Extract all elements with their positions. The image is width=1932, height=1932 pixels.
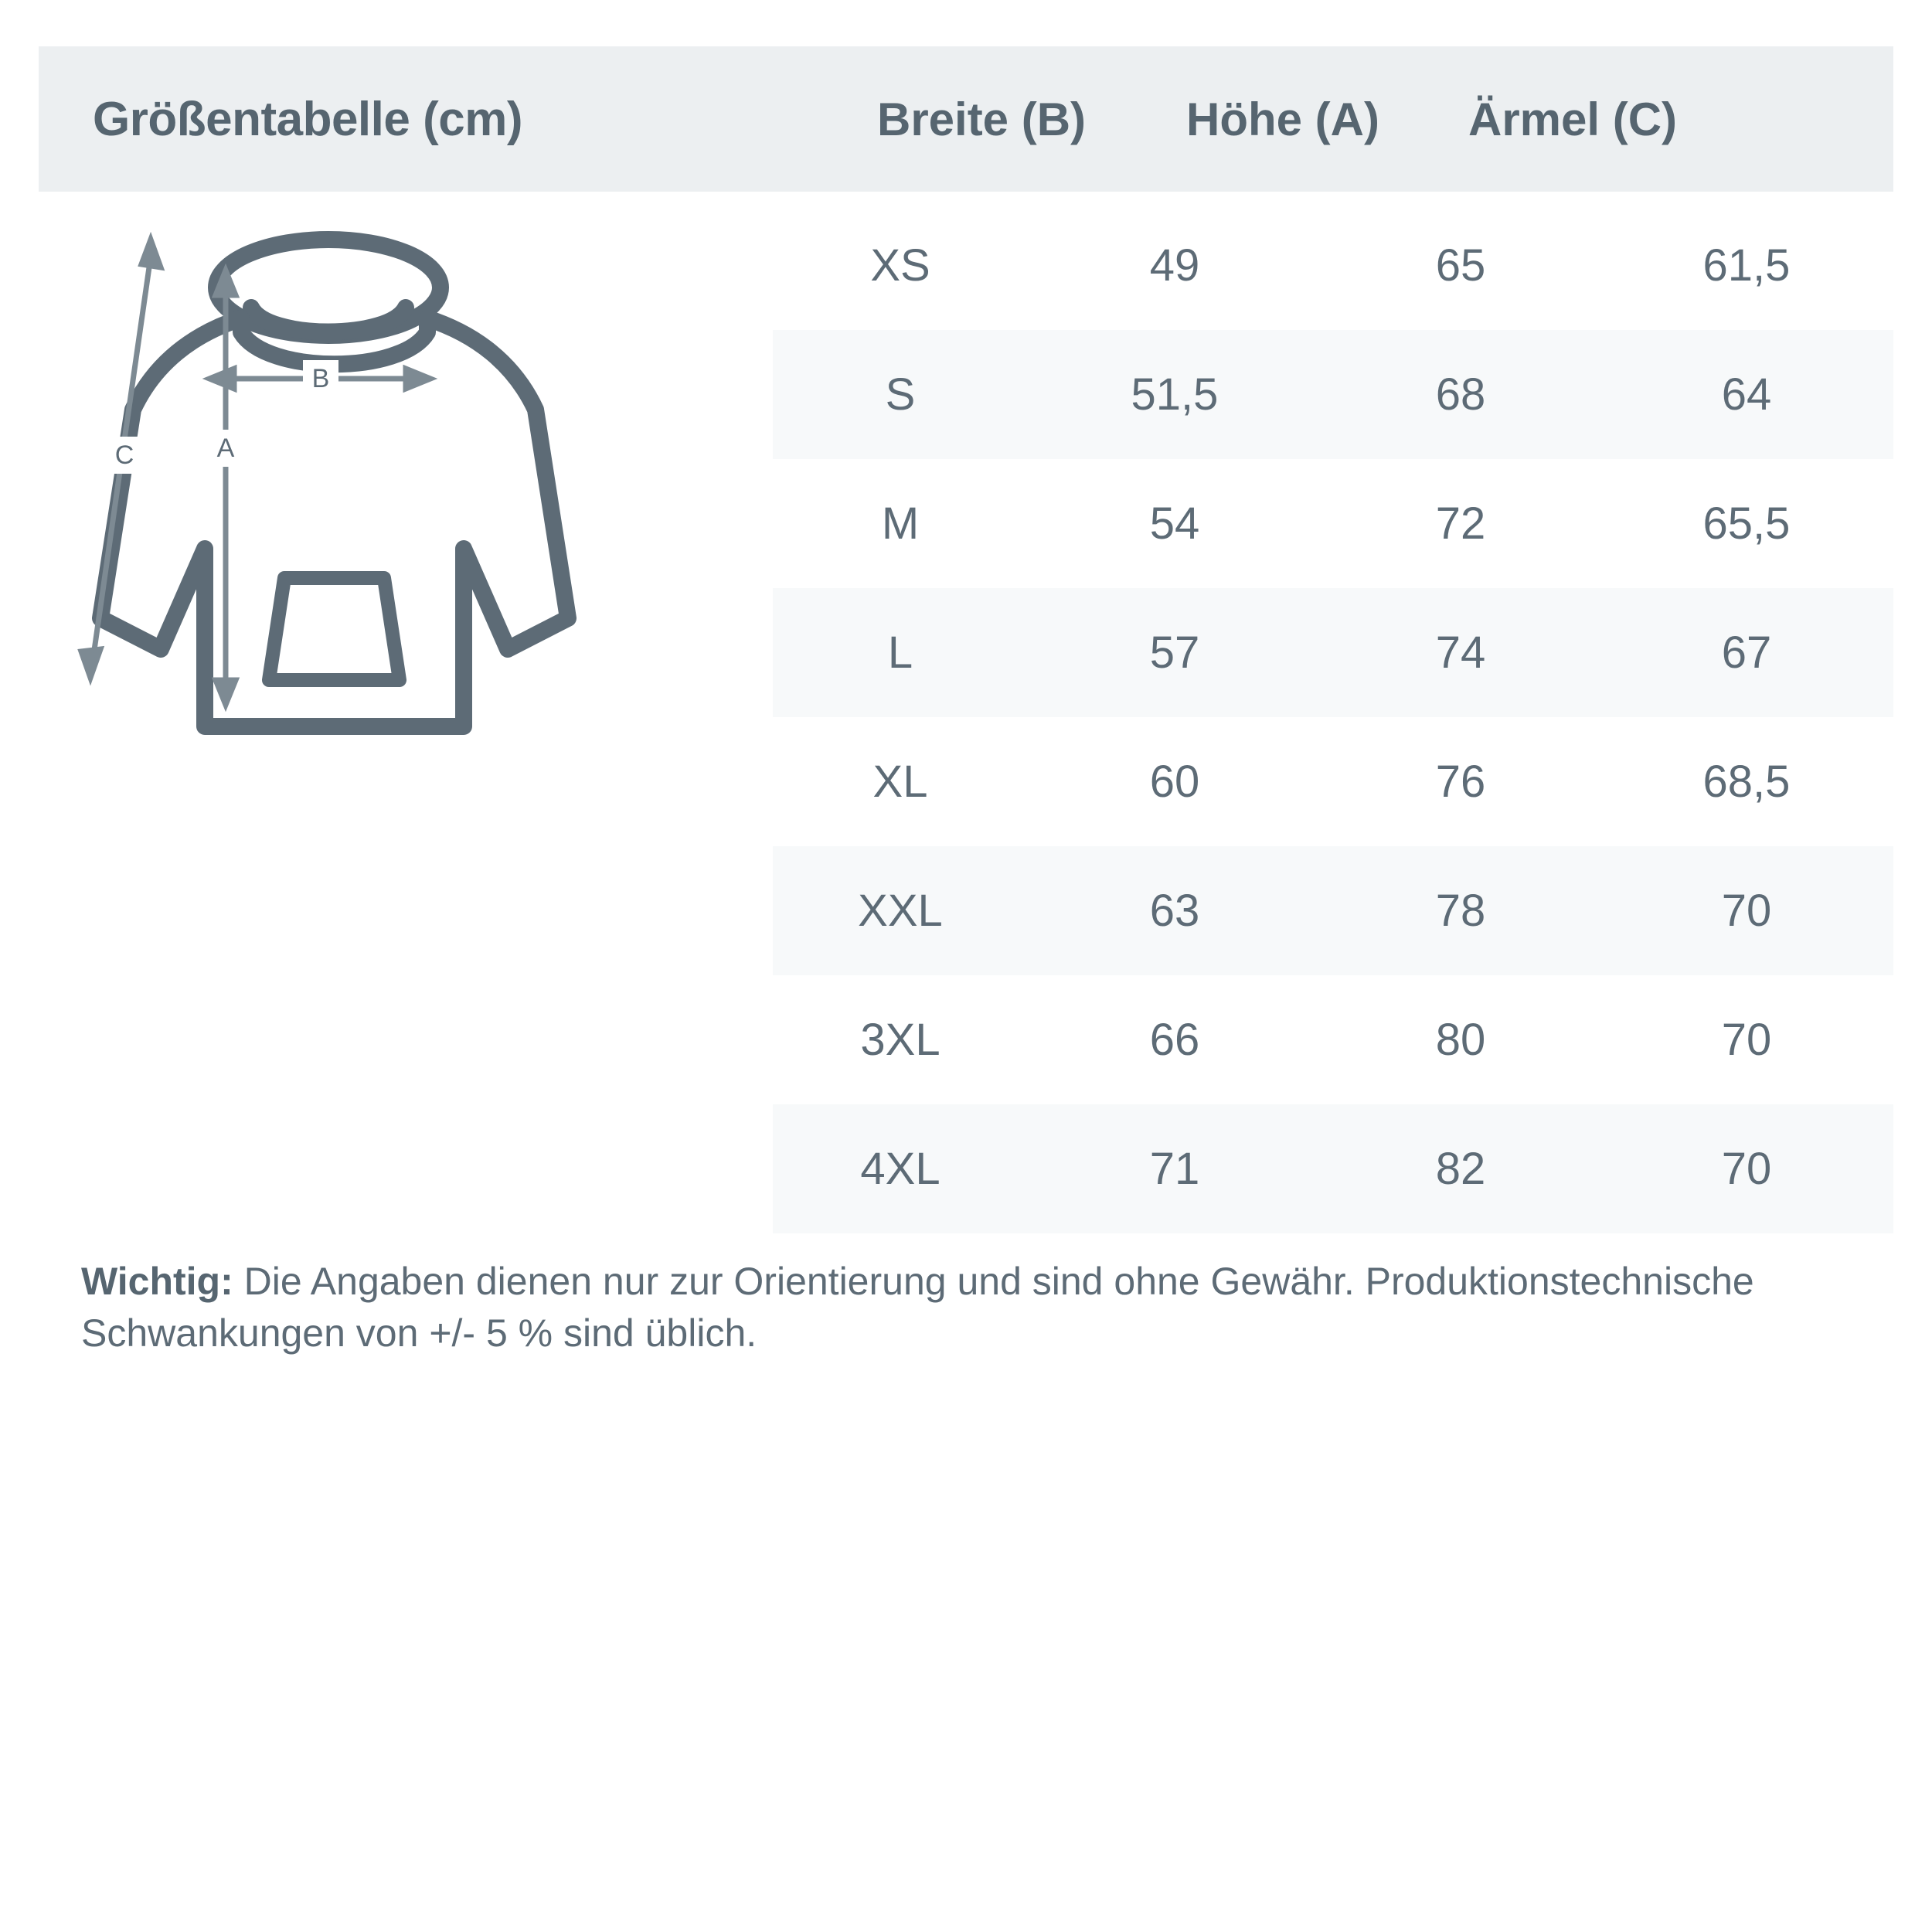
table-row	[773, 330, 1893, 459]
cell-breite: 54	[1149, 498, 1200, 549]
label-sleeve: C	[114, 440, 134, 470]
table-header-band	[39, 46, 1893, 192]
column-header-hoehe: Höhe (A)	[1186, 93, 1379, 145]
table-row	[773, 717, 1893, 846]
page-title: Größentabelle (cm)	[93, 92, 522, 146]
table-row	[773, 1104, 1893, 1233]
footnote	[81, 1256, 1874, 1359]
cell-hoehe: 68	[1435, 369, 1486, 420]
cell-aermel: 65,5	[1702, 498, 1791, 549]
footnote-text: Die Angaben dienen nur zur Orientierung und sind ohne Gewähr. Produktionstechnische Schwankungen von +/- 5 % sind üblich.	[81, 1260, 1754, 1355]
cell-breite: 51,5	[1131, 369, 1219, 420]
cell-breite: 49	[1149, 240, 1200, 291]
cell-breite: 57	[1149, 628, 1200, 678]
cell-size: XS	[870, 240, 930, 291]
cell-aermel: 70	[1721, 1144, 1772, 1194]
cell-size: XL	[872, 757, 928, 807]
cell-breite: 60	[1149, 757, 1200, 807]
cell-aermel: 70	[1721, 1015, 1772, 1065]
cell-hoehe: 65	[1435, 240, 1486, 291]
label-height: A	[216, 434, 235, 463]
table-row	[773, 459, 1893, 588]
hoodie-diagram	[62, 216, 757, 866]
table-row	[773, 846, 1893, 975]
cell-aermel: 67	[1721, 628, 1772, 678]
cell-aermel: 61,5	[1702, 240, 1791, 291]
column-header-breite: Breite (B)	[876, 93, 1087, 145]
cell-breite: 66	[1149, 1015, 1200, 1065]
cell-hoehe: 80	[1435, 1015, 1486, 1065]
cell-hoehe: 74	[1435, 628, 1486, 678]
cell-hoehe: 72	[1435, 498, 1486, 549]
cell-size: 3XL	[860, 1015, 940, 1065]
label-width: B	[311, 364, 330, 393]
cell-size: L	[887, 628, 913, 678]
table-row	[773, 201, 1893, 330]
cell-size: M	[881, 498, 920, 549]
footnote-label: Wichtig:	[81, 1260, 233, 1303]
column-header-aermel: Ärmel (C)	[1468, 93, 1678, 145]
table-row	[773, 588, 1893, 717]
cell-breite: 63	[1149, 886, 1200, 936]
cell-breite: 71	[1149, 1144, 1200, 1194]
cell-size: 4XL	[860, 1144, 940, 1194]
size-table-body	[773, 201, 1893, 1233]
cell-aermel: 70	[1721, 886, 1772, 936]
cell-hoehe: 76	[1435, 757, 1486, 807]
size-table	[773, 201, 1893, 1233]
column-headers	[819, 46, 1932, 192]
cell-hoehe: 82	[1435, 1144, 1486, 1194]
cell-aermel: 68,5	[1702, 757, 1791, 807]
cell-size: S	[885, 369, 916, 420]
cell-size: XXL	[858, 886, 943, 936]
cell-hoehe: 78	[1435, 886, 1486, 936]
cell-aermel: 64	[1721, 369, 1772, 420]
table-row	[773, 975, 1893, 1104]
